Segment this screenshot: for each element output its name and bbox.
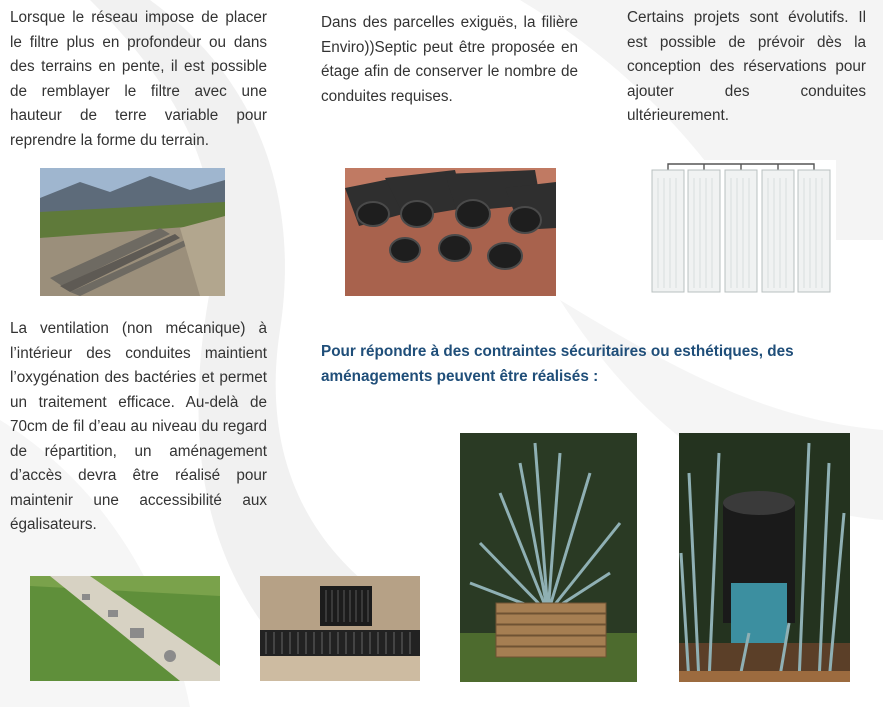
modular-filter-diagram	[646, 160, 836, 295]
sloped-terrain-photo	[40, 168, 225, 296]
paragraph-ventilation: La ventilation (non mécanique) à l’intérieur des conduites maintient l’oxygénation des bactéries et permet un traitement efficace. Au-delà de 70cm de fil d’eau au niveau du regard de répartition, un aménagement d’accès devra être réalisé pour maintenir une accessibilité aux égalisateurs.	[10, 320, 267, 533]
paragraph-slope-fill: Lorsque le réseau impose de placer le filtre plus en profondeur ou dans des terrains en pente, il est possible de remblayer le filtre avec une hauteur de terre variable pour reprendre la forme du terrain.	[10, 9, 267, 149]
wooden-planter-photo	[460, 433, 637, 682]
stacked-pipes-photo	[345, 168, 556, 296]
paragraph-evolutive-projects: Certains projets sont évolutifs. Il est possible de prévoir dès la conception des réservations pour ajouter des conduites ultérieurement.	[627, 9, 866, 124]
access-riser-photo	[679, 433, 850, 682]
paragraph-narrow-plots: Dans des parcelles exiguës, la filière Enviro))Septic peut être proposée en étage afin de conserver le nombre de conduites requises.	[321, 14, 578, 105]
lawn-access-covers-photo	[30, 576, 220, 681]
highlight-heading: Pour répondre à des contraintes sécuritaires ou esthétiques, des aménagements peuvent être réalisés :	[321, 343, 794, 385]
drainage-grate-photo	[260, 576, 420, 681]
